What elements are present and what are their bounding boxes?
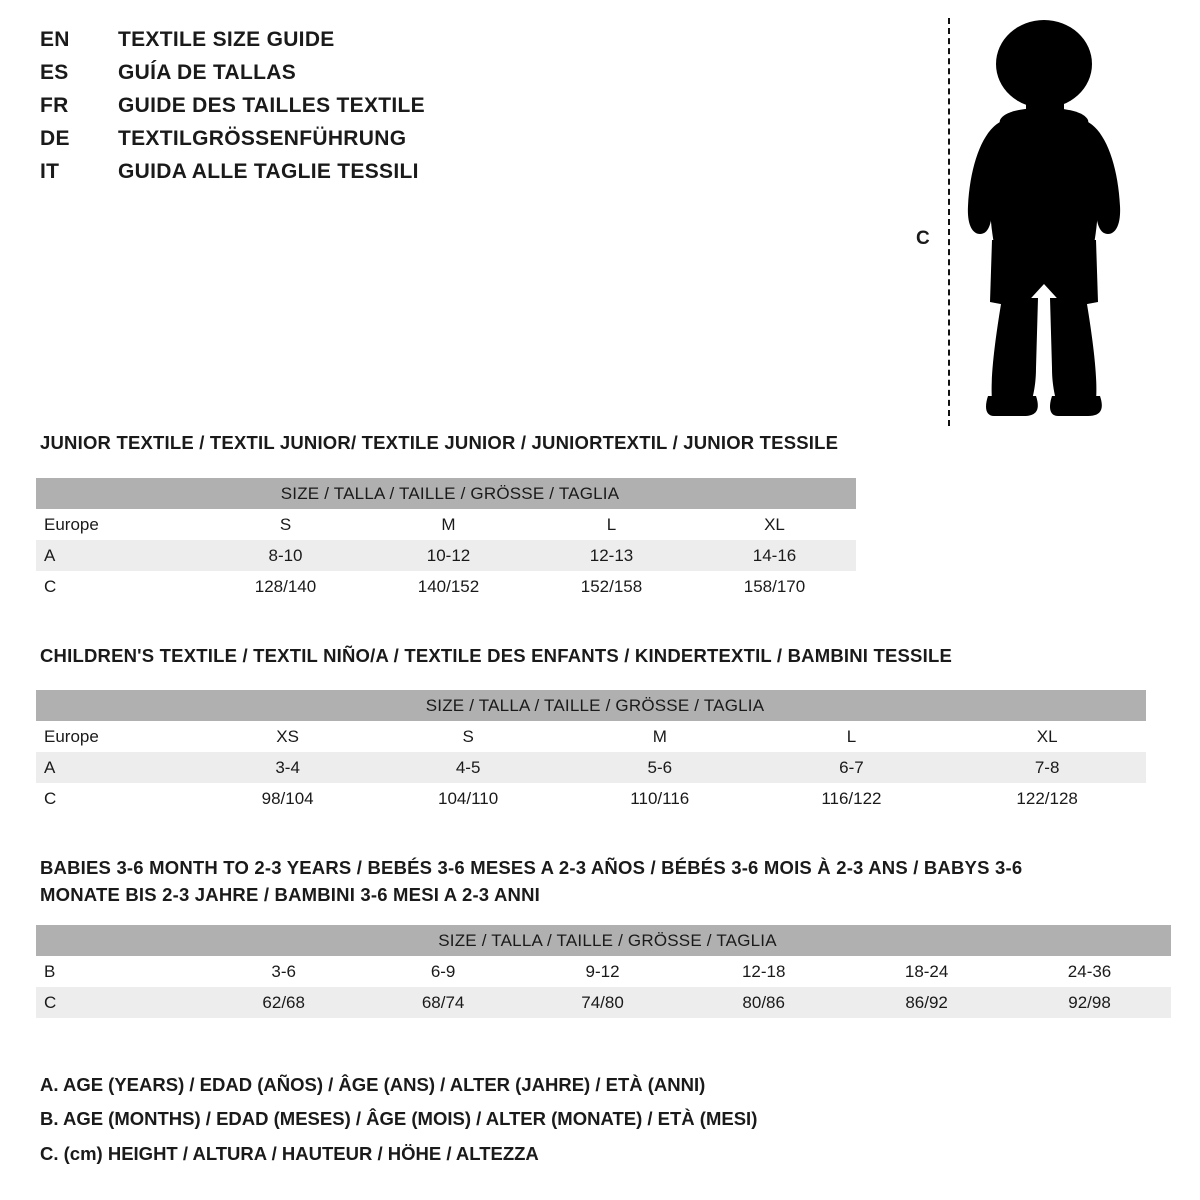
- table-cell: 14-16: [752, 545, 797, 565]
- table-row: [36, 540, 856, 571]
- language-title: TEXTILE SIZE GUIDE: [118, 28, 335, 51]
- table-cell: 122/128: [1016, 788, 1078, 808]
- table-cell: 3-6: [271, 961, 296, 981]
- row-label: C: [44, 992, 57, 1012]
- language-title: GUIDA ALLE TAGLIE TESSILI: [118, 160, 419, 183]
- table-row: [36, 987, 1171, 1018]
- table-cell: 12-18: [741, 961, 786, 981]
- language-title: TEXTILGRÖSSENFÜHRUNG: [118, 127, 407, 150]
- language-code: FR: [40, 94, 69, 117]
- table-cell: 116/122: [821, 788, 882, 808]
- table-row: [36, 721, 1146, 752]
- footnote-b: B. AGE (MONTHS) / EDAD (MESES) / ÂGE (MOIS) / ALTER (MONATE) / ETÀ (MESI): [40, 1108, 758, 1130]
- language-row: [40, 94, 600, 127]
- footnote-c: C. (cm) HEIGHT / ALTURA / HAUTEUR / HÖHE / ALTEZZA: [40, 1142, 539, 1164]
- row-label: C: [44, 788, 57, 808]
- row-label: C: [44, 576, 57, 596]
- table-cell: 158/170: [743, 576, 806, 596]
- babies-size-table: [36, 925, 1171, 1018]
- table-cell: 5-6: [647, 757, 673, 777]
- table-cell: 110/116: [630, 788, 690, 808]
- table-cell: 62/68: [262, 992, 305, 1012]
- table-cell: M: [652, 726, 667, 746]
- table-cell: 98/104: [261, 788, 314, 808]
- language-row: [40, 61, 600, 94]
- table-band-row: [36, 690, 1146, 721]
- table-cell: S: [462, 726, 474, 746]
- language-code: IT: [40, 160, 60, 183]
- table-cell: 152/158: [580, 576, 643, 596]
- children-band-label: SIZE / TALLA / TAILLE / GRÖSSE / TAGLIA: [36, 690, 1146, 721]
- table-cell: L: [846, 726, 857, 746]
- table-row: [36, 752, 1146, 783]
- table-row: [36, 783, 1146, 814]
- table-band-row: [36, 925, 1171, 956]
- table-cell: 104/110: [438, 788, 499, 808]
- table-cell: 6-7: [839, 757, 864, 777]
- table-cell: 68/74: [421, 992, 465, 1012]
- table-cell: 18-24: [904, 961, 949, 981]
- table-cell: 10-12: [426, 545, 471, 565]
- language-code: DE: [40, 127, 70, 150]
- footnote-a: A. AGE (YEARS) / EDAD (AÑOS) / ÂGE (ANS) / ALTER (JAHRE) / ETÀ (ANNI): [40, 1074, 706, 1095]
- children-section-title: CHILDREN'S TEXTILE / TEXTIL NIÑO/A / TEXTILE DES ENFANTS / KINDERTEXTIL / BAMBINI TESSILE: [40, 645, 952, 666]
- junior-band-label: SIZE / TALLA / TAILLE / GRÖSSE / TAGLIA: [36, 478, 856, 509]
- table-cell: 24-36: [1067, 961, 1112, 981]
- row-label: A: [44, 757, 56, 777]
- table-cell: 128/140: [254, 576, 317, 596]
- table-cell: 9-12: [585, 961, 620, 981]
- child-silhouette-icon: [948, 16, 1138, 428]
- table-cell: XL: [1036, 726, 1058, 746]
- table-row: [36, 571, 856, 602]
- table-cell: 3-4: [275, 757, 300, 777]
- height-axis-label: C: [916, 228, 930, 249]
- row-label: Europe: [44, 726, 99, 746]
- table-band-row: [36, 478, 856, 509]
- table-row: [36, 956, 1171, 987]
- babies-band-label: SIZE / TALLA / TAILLE / GRÖSSE / TAGLIA: [36, 925, 1171, 956]
- table-cell: XL: [764, 514, 785, 534]
- table-cell: 7-8: [1034, 757, 1060, 777]
- children-size-table: [36, 690, 1146, 814]
- table-cell: 86/92: [905, 992, 948, 1012]
- table-cell: 4-5: [455, 757, 481, 777]
- language-title: GUÍA DE TALLAS: [118, 61, 297, 84]
- table-cell: 6-9: [430, 961, 456, 981]
- table-cell: XS: [276, 726, 299, 746]
- height-figure: [900, 10, 1180, 430]
- row-label: Europe: [44, 514, 99, 534]
- table-row: [36, 509, 856, 540]
- table-cell: 74/80: [581, 992, 624, 1012]
- language-row: [40, 160, 600, 193]
- language-code: ES: [40, 61, 69, 84]
- language-title: GUIDE DES TAILLES TEXTILE: [118, 94, 425, 117]
- language-row: [40, 127, 600, 160]
- junior-section-title: JUNIOR TEXTILE / TEXTIL JUNIOR/ TEXTILE JUNIOR / JUNIORTEXTIL / JUNIOR TESSILE: [40, 432, 839, 453]
- babies-section-title: BABIES 3-6 MONTH TO 2-3 YEARS / BEBÉS 3-6 MESES A 2-3 AÑOS / BÉBÉS 3-6 MOIS À 2-3 ANS / BABYS 3-6 MONATE BIS 2-3 JAHRE / BAMBINI 3-6 MESI A 2-3 ANNI: [40, 857, 1023, 905]
- junior-size-table: [36, 478, 856, 602]
- table-cell: 12-13: [589, 545, 634, 565]
- language-code: EN: [40, 28, 70, 51]
- table-cell: S: [279, 514, 292, 534]
- table-cell: 80/86: [742, 992, 785, 1012]
- table-cell: L: [606, 514, 617, 534]
- table-cell: 8-10: [268, 545, 303, 565]
- row-label: B: [44, 961, 56, 981]
- table-cell: 92/98: [1068, 992, 1111, 1012]
- table-cell: M: [441, 514, 456, 534]
- footnotes-block: [40, 1068, 757, 1171]
- table-cell: 140/152: [417, 576, 480, 596]
- language-title-block: [40, 28, 600, 193]
- language-row: [40, 28, 600, 61]
- row-label: A: [44, 545, 56, 565]
